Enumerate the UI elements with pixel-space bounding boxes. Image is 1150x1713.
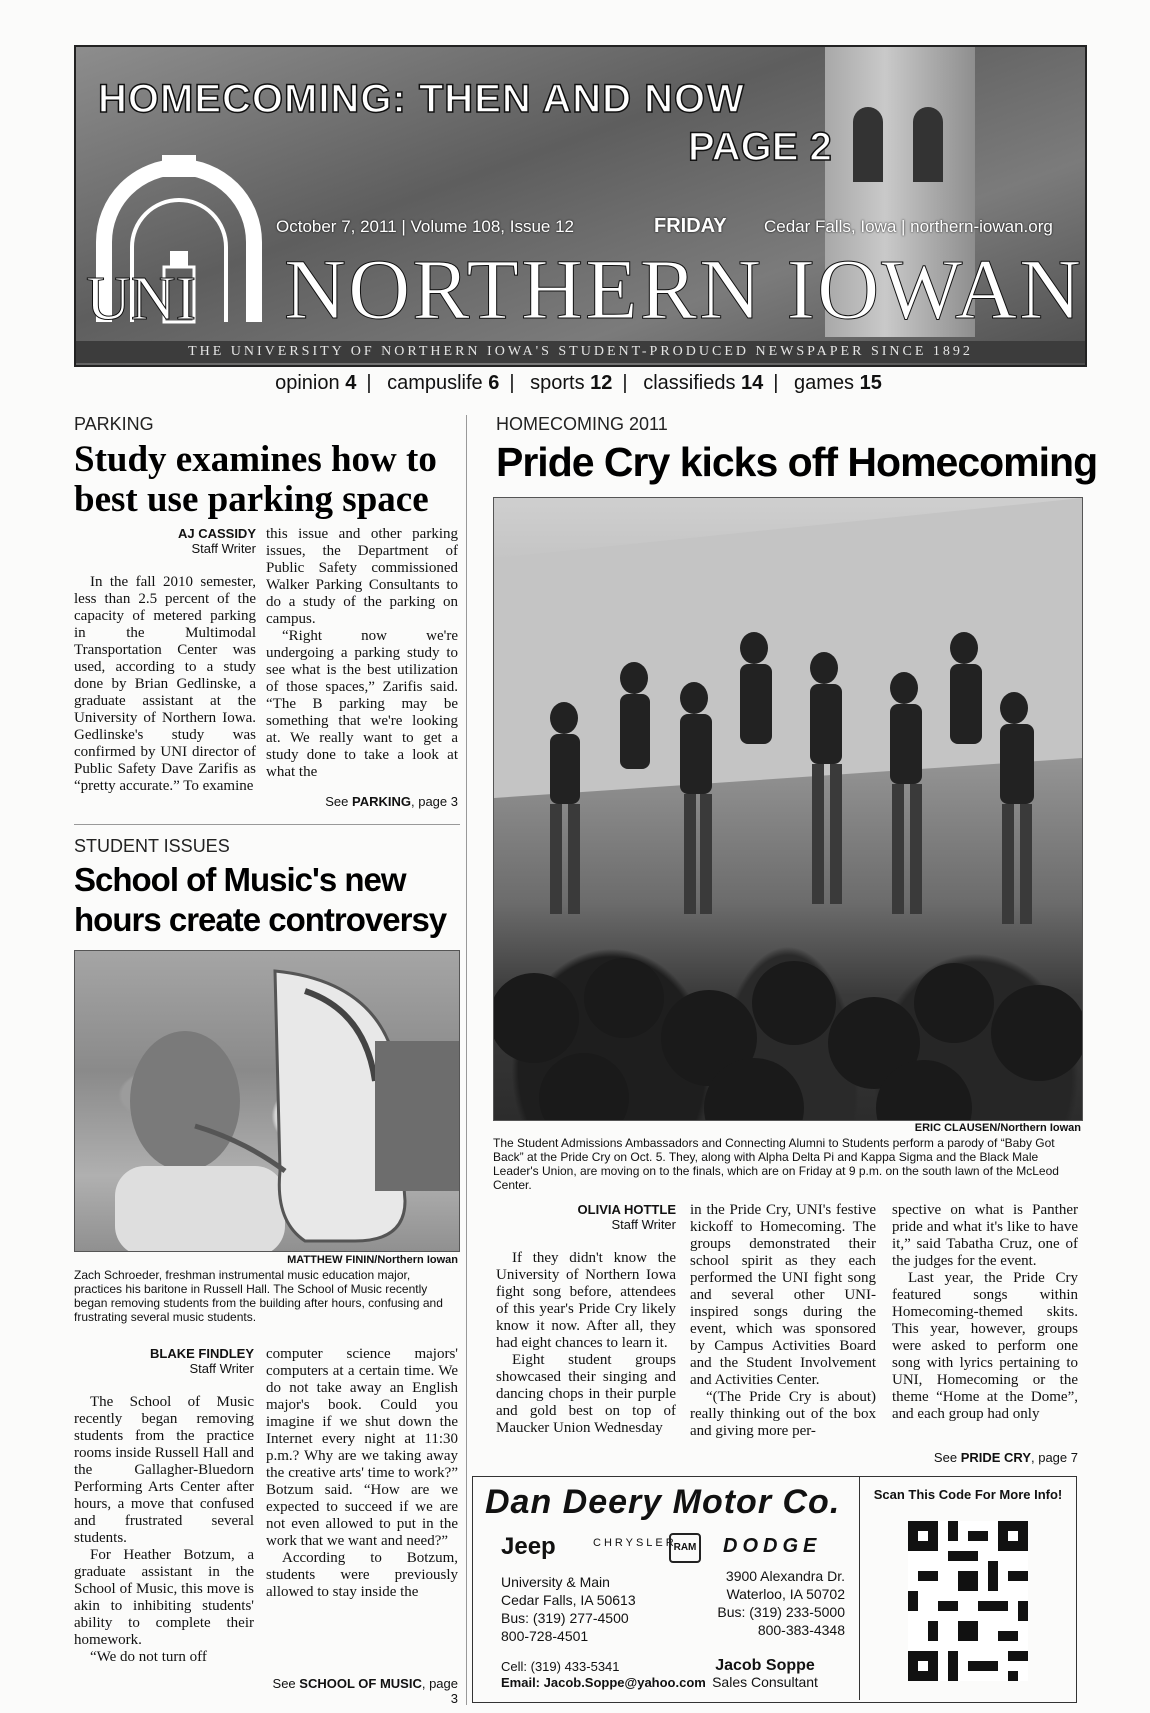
music-text-4: computer science majors' computers at a certain time. We do not take away an English major's book. Could you imagine if we shut down the Internet every night at 11:30 p.m.? Why are we taking away the creative arts' time to work?” Botzum said. “How are we expected to succeed if we are not even allowed to put in the work that we want and need?” — [266, 1346, 458, 1549]
music-col-1 — [74, 1346, 254, 1666]
uni-logo-icon — [84, 147, 274, 327]
pride-cry-photo-art — [494, 498, 1082, 1120]
homecoming-promo[interactable]: HOMECOMING: THEN AND NOW — [98, 77, 745, 121]
section-rule — [74, 824, 460, 825]
pride-cry-photo[interactable] — [493, 497, 1083, 1121]
pride-caption: The Student Admissions Ambassadors and Connecting Alumni to Students perform a parody of “Baby Got Back” at the Pride Cry on Oct. 5. They, along with Alpha Delta Pi and Kappa Sigma and the Black Male Leader's Union, are moving on to the finals, which are on Friday at 9 p.m. on the south lawn of the McLeod Center. — [493, 1136, 1059, 1192]
parking-jump-link[interactable]: See PARKING, page 3 — [325, 794, 458, 809]
music-byline-name: BLAKE FINDLEY — [150, 1346, 254, 1361]
column-divider — [466, 415, 467, 1705]
cell-phone: Cell: (319) 433-5341 — [501, 1659, 620, 1674]
cedar-falls-location: University & Main Cedar Falls, IA 50613 Bus: (319) 277-4500 800-728-4501 — [501, 1574, 636, 1644]
pride-text-6: Last year, the Pride Cry featured songs within Homecoming-themed skits. This year, however, groups were asked to perform one song with lyrics pertaining to UNI, Homecoming or the theme “Home at the Dome”, and each group had only — [892, 1270, 1078, 1422]
music-jump-link[interactable]: See SCHOOL OF MUSIC, page 3 — [272, 1676, 458, 1706]
pride-text-4: “(The Pride Cry is about) really thinking out of the box and giving more per- — [690, 1389, 876, 1439]
pride-text-1: If they didn't know the University of Northern Iowa fight song before, attendees of this year's Pride Cry likely know it now. After all, they had eight chances to learn it. — [496, 1250, 676, 1351]
music-col-2 — [266, 1346, 458, 1601]
pride-text-3: in the Pride Cry, UNI's festive kickoff to Homecoming. The groups demonstrated their school spirit as they each performed the UNI fight song and several other UNI-inspired songs during the event, which was sponsored by Campus Activities Board and the Student Involvement and Activities Center. — [690, 1202, 876, 1388]
music-text-5: According to Botzum, students were previously allowed to stay inside the — [266, 1550, 458, 1600]
waterloo-location: 3900 Alexandra Dr. Waterloo, IA 50702 Bus: (319) 233-5000 800-383-4348 — [717, 1568, 845, 1638]
jeep-logo: Jeep — [501, 1533, 556, 1560]
index-sports[interactable]: sports 12 — [530, 372, 613, 394]
parking-text-3: “Right now we're undergoing a parking study to see what is the best utilization of those spaces,” Zarifis said. “The B parking may be something that we're looking at. We really want to get a study done to take a look at what the — [266, 628, 458, 780]
tuba-photo[interactable] — [74, 950, 460, 1252]
music-text-1: The School of Music recently began removing students from the practice rooms inside Russell Hall and the Gallagher-Bluedorn Performing Arts Center after hours, a move that confused and frustrated several students. — [74, 1394, 254, 1546]
pride-byline-name: OLIVIA HOTTLE — [577, 1202, 676, 1217]
pride-col-1 — [496, 1202, 676, 1437]
parking-col-1 — [74, 526, 256, 795]
qr-panel — [859, 1477, 1076, 1700]
tuba-caption: Zach Schroeder, freshman instrumental music education major, practices his baritone in Russell Hall. The School of Music recently began removing students from the building after hours, confusing and frustrating several music students. — [74, 1268, 443, 1324]
dealer-advertisement[interactable] — [472, 1476, 1077, 1703]
logo-letters: UNI — [86, 265, 197, 327]
parking-byline-name: AJ CASSIDY — [177, 526, 256, 541]
index-games[interactable]: games 15 — [794, 372, 882, 394]
contact-title: Sales Consultant — [712, 1674, 818, 1690]
day-label: FRIDAY — [654, 215, 727, 237]
sales-contact — [685, 1657, 845, 1691]
music-text-3: “We do not turn off — [90, 1649, 207, 1665]
parking-text-1: In the fall 2010 semester, less than 2.5 percent of the capacity of metered parking in the Multimodal Transportation Center was used, according to a study done by Brian Gedlinske, a graduate assistant at the University of Northern Iowa. Gedlinske's study was confirmed by UNI director of Public Safety Dave Zarifis as “pretty accurate.” To examine — [74, 574, 256, 794]
index-campuslife[interactable]: campuslife 6 — [387, 372, 500, 394]
location-site-link[interactable]: Cedar Falls, Iowa | northern-iowan.org — [764, 217, 1053, 236]
date-volume: October 7, 2011 | Volume 108, Issue 12 — [276, 217, 575, 236]
parking-text-2: this issue and other parking issues, the Department of Public Safety commissioned Walker Parking Consultants to do a study of the parking on campus. — [266, 526, 458, 627]
pride-headline[interactable]: Pride Cry kicks off Homecoming — [496, 439, 1098, 485]
pride-byline-title: Staff Writer — [611, 1217, 676, 1232]
tagline: THE UNIVERSITY OF NORTHERN IOWA'S STUDENT-PRODUCED NEWSPAPER SINCE 1892 — [76, 341, 1085, 363]
dealer-name: Dan Deery Motor Co. — [485, 1483, 841, 1521]
qr-code-icon[interactable] — [908, 1521, 1028, 1681]
index-opinion[interactable]: opinion 4 — [275, 372, 357, 394]
pride-col-3 — [892, 1202, 1078, 1423]
contact-name: Jacob Soppe — [715, 1657, 815, 1674]
dodge-logo: DODGE — [723, 1535, 822, 1557]
parking-headline[interactable]: Study examines how to best use parking space — [74, 439, 437, 520]
pride-col-2 — [690, 1202, 876, 1440]
tuba-photo-credit: MATTHEW FININ/Northern Iowan — [287, 1254, 458, 1266]
scan-prompt: Scan This Code For More Info! — [873, 1487, 1063, 1502]
parking-kicker: PARKING — [74, 414, 154, 434]
tuba-photo-art — [75, 951, 459, 1251]
music-text-2: For Heather Botzum, a graduate assistant in the School of Music, this move is akin to inhibiting students' ability to complete their homework. — [74, 1547, 254, 1648]
parking-byline-title: Staff Writer — [191, 541, 256, 556]
index-classifieds[interactable]: classifieds 14 — [643, 372, 764, 394]
music-headline[interactable]: School of Music's new hours create controversy — [74, 861, 447, 938]
music-kicker: STUDENT ISSUES — [74, 836, 230, 856]
pride-kicker: HOMECOMING 2011 — [496, 414, 668, 434]
parking-col-2 — [266, 526, 458, 781]
chrysler-logo: CHRYSLER — [593, 1537, 677, 1549]
email-link[interactable]: Email: Jacob.Soppe@yahoo.com — [501, 1675, 706, 1690]
homecoming-promo-page[interactable]: PAGE 2 — [688, 125, 832, 169]
masthead — [74, 45, 1087, 367]
section-index: opinion 4 | campuslife 6 | sports 12 | classifieds 14 | games 15 — [275, 372, 882, 394]
pride-text-2: Eight student groups showcased their singing and dancing chops in their purple and gold best on top of Maucker Union Wednesday — [496, 1352, 676, 1436]
ram-logo: RAM — [669, 1533, 701, 1563]
pride-photo-credit: ERIC CLAUSEN/Northern Iowan — [914, 1122, 1081, 1134]
paper-name: NORTHERN IOWAN — [284, 241, 1084, 337]
music-byline-title: Staff Writer — [189, 1361, 254, 1376]
pride-text-5: spective on what is Panther pride and what it's like to have it,” said Tabatha Cruz, one of the judges for the event. — [892, 1202, 1078, 1269]
pride-jump-link[interactable]: See PRIDE CRY, page 7 — [933, 1450, 1078, 1465]
contact-info — [501, 1659, 706, 1691]
